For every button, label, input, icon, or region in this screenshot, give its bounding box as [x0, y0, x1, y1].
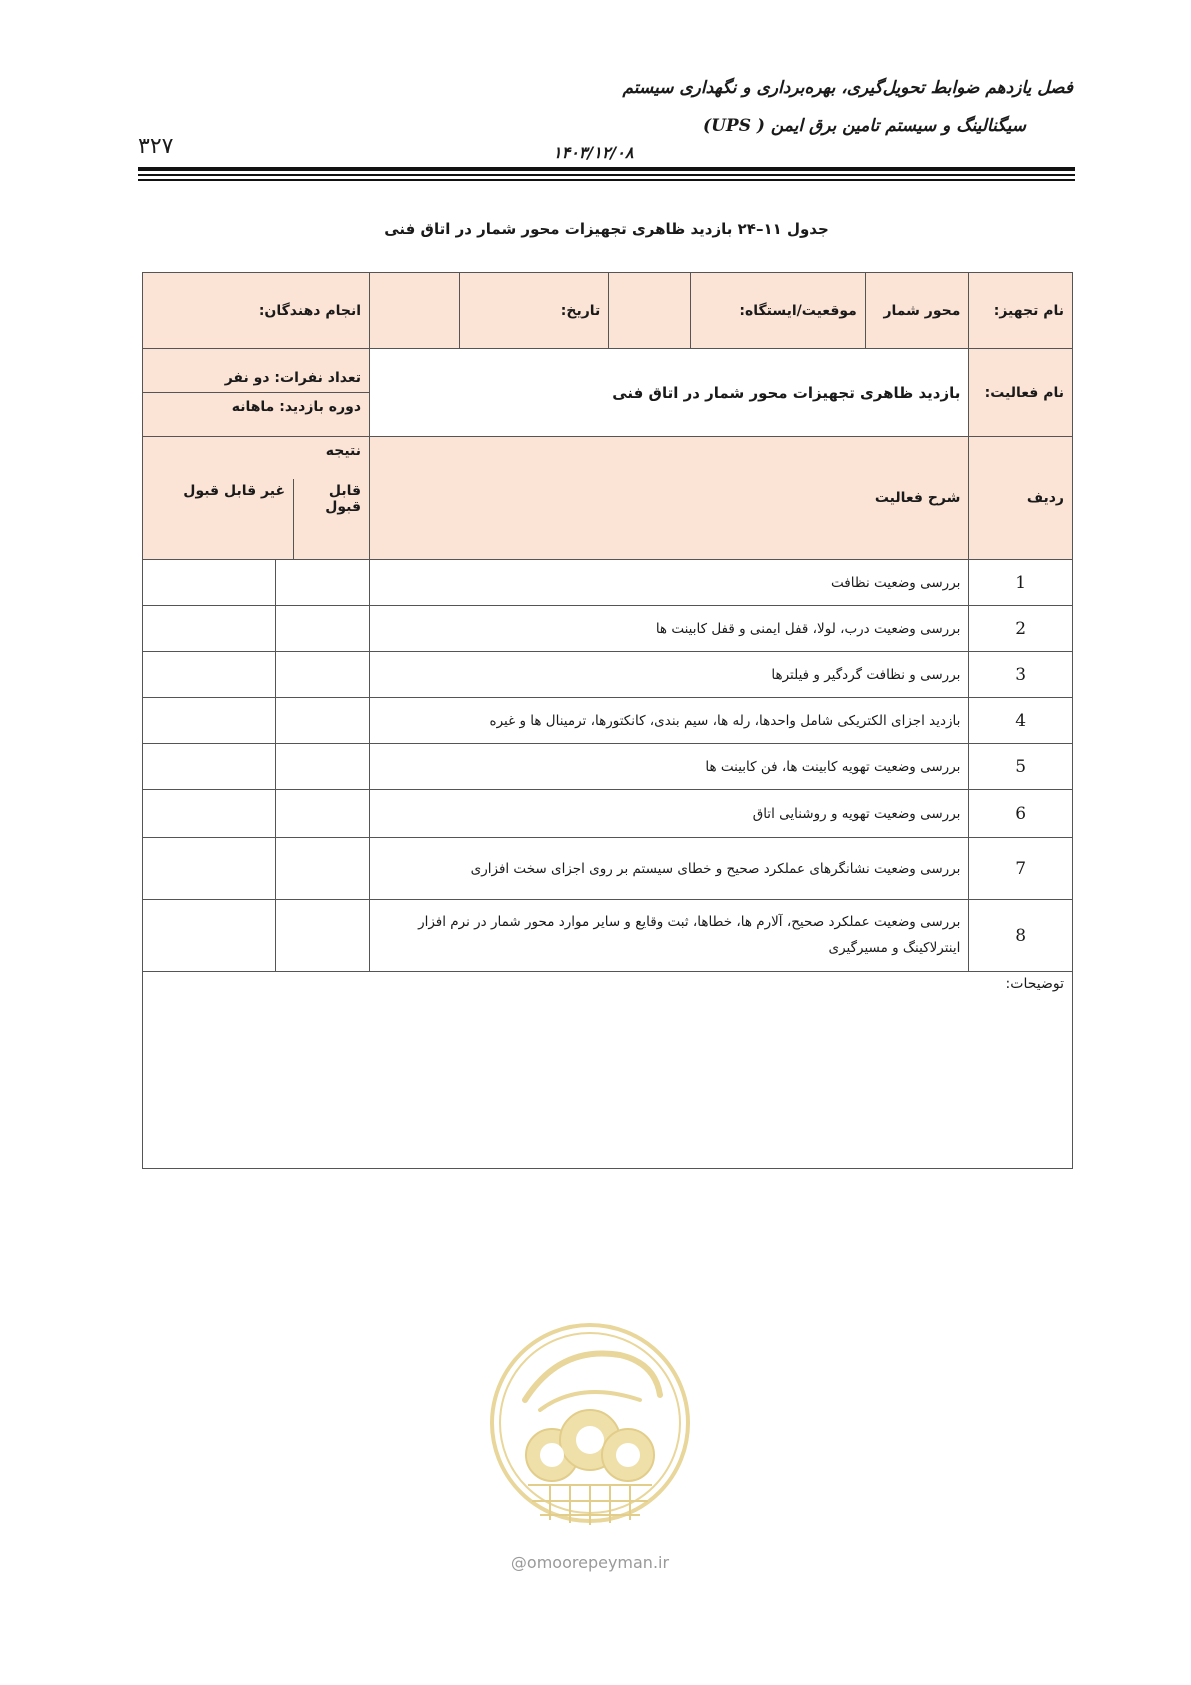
- accept-checkbox-cell[interactable]: [276, 900, 370, 972]
- accept-checkbox-cell[interactable]: [276, 698, 370, 744]
- equipment-value-cell: [865, 273, 969, 349]
- activity-value-cell: [370, 349, 969, 437]
- row-description: بازدید اجزای الکتریکی شامل واحدها، رله ها، سیم بندی، کانکتورها، ترمینال ها و غیره: [370, 698, 969, 744]
- row-description: بررسی وضعیت عملکرد صحیح، آلارم ها، خطاها، ثبت وقایع و سایر موارد محور شمار در نرم افزار اینترلاکینگ و مسیرگیری: [370, 900, 969, 972]
- watermark-url: @omoorepeyman.ir: [510, 1553, 670, 1572]
- row-number: 1: [969, 560, 1073, 606]
- page-header: [0, 0, 1191, 190]
- reject-checkbox-cell[interactable]: [143, 900, 276, 972]
- accept-checkbox-cell[interactable]: [276, 838, 370, 900]
- accept-checkbox-cell[interactable]: [276, 744, 370, 790]
- row-description: بررسی وضعیت تهویه و روشنایی اتاق: [370, 790, 969, 838]
- table-caption: جدول ۱۱–۲۴ بازدید ظاهری تجهیزات محور شمار در اتاق فنی: [384, 220, 829, 238]
- table-row: [143, 560, 1073, 606]
- row-description: بررسی و نظافت گردگیر و فیلترها: [370, 652, 969, 698]
- row-description: بررسی وضعیت نشانگرهای عملکرد صحیح و خطای سیستم بر روی اجزای سخت افزاری: [370, 838, 969, 900]
- row-number: 5: [969, 744, 1073, 790]
- equipment-value: محور شمار: [883, 302, 961, 319]
- activity-label-cell: [969, 349, 1073, 437]
- inspection-period: دوره بازدید: ماهانه: [231, 399, 362, 415]
- row-number: 4: [969, 698, 1073, 744]
- header-rule-thin: [138, 179, 1075, 181]
- performers-cell[interactable]: [143, 273, 370, 349]
- performers-label: انجام دهندگان:: [258, 302, 362, 319]
- chapter-title-line1: فصل یازدهم ضوابط تحویل‌گیری، بهره‌برداری و نگهداری سیستم: [622, 78, 1073, 98]
- reject-header: غیر قابل قبول: [183, 483, 286, 499]
- row-description: بررسی وضعیت تهویه کابینت ها، فن کابینت ها: [370, 744, 969, 790]
- accept-checkbox-cell[interactable]: [276, 790, 370, 838]
- result-header: نتیجه: [325, 443, 362, 459]
- table-row: [143, 606, 1073, 652]
- reject-checkbox-cell[interactable]: [143, 560, 276, 606]
- accept-checkbox-cell[interactable]: [276, 560, 370, 606]
- location-label-cell: [690, 273, 865, 349]
- table-row: [143, 698, 1073, 744]
- row-description: بررسی وضعیت نظافت: [370, 560, 969, 606]
- reject-checkbox-cell[interactable]: [143, 606, 276, 652]
- notes-label: توضیحات:: [1005, 976, 1064, 992]
- description-header: شرح فعالیت: [874, 490, 961, 506]
- table-row: [143, 900, 1073, 972]
- row-number: 8: [969, 900, 1073, 972]
- accept-checkbox-cell[interactable]: [276, 652, 370, 698]
- row-header: ردیف: [1026, 490, 1064, 506]
- equipment-label-cell: [969, 273, 1073, 349]
- result-header-cell: [143, 437, 370, 560]
- date-label-cell: [460, 273, 609, 349]
- reject-checkbox-cell[interactable]: [143, 838, 276, 900]
- reject-checkbox-cell[interactable]: [143, 790, 276, 838]
- row-number: 7: [969, 838, 1073, 900]
- reject-checkbox-cell[interactable]: [143, 652, 276, 698]
- activity-label: نام فعالیت:: [984, 384, 1064, 401]
- row-description: بررسی وضعیت درب، لولا، قفل ایمنی و قفل کابینت ها: [370, 606, 969, 652]
- row-number: 2: [969, 606, 1073, 652]
- activity-meta-cell: [143, 349, 370, 437]
- reject-checkbox-cell[interactable]: [143, 698, 276, 744]
- result-subheaders: [143, 479, 369, 559]
- notes-cell[interactable]: [143, 972, 1073, 1169]
- page-number: ۳۲۷: [138, 134, 174, 159]
- equipment-label: نام تجهیز:: [993, 302, 1064, 319]
- accept-checkbox-cell[interactable]: [276, 606, 370, 652]
- document-date: ۱۴۰۳/۱۲/۰۸: [553, 143, 634, 162]
- row-number: 3: [969, 652, 1073, 698]
- inspection-form-table: [142, 272, 1073, 1169]
- accept-header: قابل قبول: [293, 479, 369, 559]
- reject-checkbox-cell[interactable]: [143, 744, 276, 790]
- table-row: [143, 838, 1073, 900]
- header-rule-thick: [138, 167, 1075, 171]
- notes-row: [143, 972, 1073, 1169]
- date-label: تاریخ:: [560, 302, 601, 319]
- date-value-cell[interactable]: [370, 273, 460, 349]
- header-rule-thin: [138, 174, 1075, 176]
- row-header-cell: [969, 437, 1073, 560]
- chapter-title-line2: سیگنالینگ و سیستم تامین برق ایمن ( UPS): [703, 116, 1026, 136]
- table-row: [143, 790, 1073, 838]
- table-row: [143, 744, 1073, 790]
- description-header-cell: [370, 437, 969, 560]
- watermark-logo-icon: [470, 1305, 710, 1550]
- location-label: موقعیت/ایستگاه:: [739, 302, 857, 319]
- watermark: [470, 1305, 710, 1595]
- activity-value: بازدید ظاهری تجهیزات محور شمار در اتاق فنی: [612, 383, 961, 402]
- location-value-cell[interactable]: [609, 273, 690, 349]
- table-row: [143, 652, 1073, 698]
- staff-count: تعداد نفرات: دو نفر: [143, 364, 369, 393]
- row-number: 6: [969, 790, 1073, 838]
